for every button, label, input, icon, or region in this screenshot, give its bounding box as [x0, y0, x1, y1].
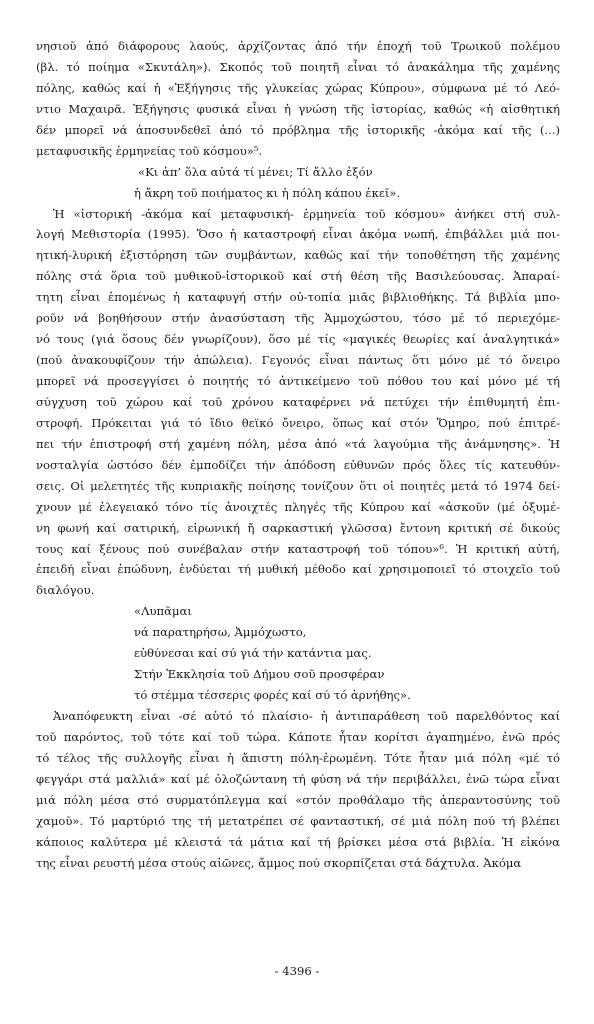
paragraph1-line: ντιο Μαχαιρᾶ. Ἐξήγησις φυσικά εἶναι ἡ γνώση τῆς ἱστορίας, καθώς «ἡ αἰσθητική	[36, 101, 560, 116]
poem2-line: τό στέμμα τέσσερις φορές καί σύ τό ἀρνήθης».	[134, 688, 411, 703]
poem2-line: «Λυπᾶμαι	[134, 604, 192, 619]
paragraph1-line: (βλ. τό ποίημα «Σκυτάλη»). Σκοπός τοῦ ποιητῆ εἶναι τό ἀνακάλημα τῆς χαμένης	[36, 59, 560, 74]
paragraph2-line: πει τήν ἐπιστροφή στή χαμένη πόλη, μέσα ἀπό «τά λαγούμια τῆς ἀνάμνησης». Ἡ	[36, 436, 560, 451]
paragraph1-line: μεταφυσικῆς ἑρμηνείας τοῦ κόσμου»⁵.	[36, 143, 263, 158]
paragraph2-line: ητική-λυρική ἐξιστόρηση τῶν συμβάντων, καθώς καί τήν τοποθέτηση τῆς χαμένης	[36, 248, 560, 263]
paragraph2-line: (πού ἀνακουφίζουν τήν ἀπώλεια). Γεγονός εἶναι πάντως ὅτι μόνο μέ τό ὄνειρο	[36, 353, 560, 368]
paragraph-2	[36, 204, 560, 602]
paragraph3-line: τοῦ παρόντος, τοῦ τότε καί τοῦ τώρα. Κάποτε ἦταν κορίτσι ἀγαπημένο, ἐνῶ πρός	[36, 729, 560, 744]
poem2-line: εὐθύνεσαι καί σύ γιά τήν κατάντια μας.	[134, 646, 372, 661]
poem2-line: νά παρατηρήσω, Ἀμμόχωστο,	[134, 625, 307, 640]
paragraph2-line: νό τους (γιά ὅσους δέν γνωρίζουν), ὅσο μέ τίς «μαγικές θεωρίες καί ἀναλγητικά»	[36, 332, 560, 347]
paragraph3-line: μιά πόλη μέσα στό συρματόπλεγμα καί «στόν προθάλαμο τῆς ἀπεραντοσύνης τοῦ	[36, 792, 560, 807]
paragraph1-line: δέν μπορεῖ νά ἀποσυνδεθεῖ ἀπό τό πρόβλημα τῆς ἱστορικῆς -ἀκόμα καί τῆς (...)	[36, 122, 560, 137]
paragraph2-line: πόλης στά ὅρια τοῦ μυθικοῦ-ἱστορικοῦ καί στή θέση τῆς Βασιλεύουσας. Ἀπαραί-	[36, 269, 560, 284]
paragraph2-line: νοσταλγία ὡστόσο δέν ἐμποδίζει τήν ἀπόδοση εὐθυνῶν πρός ὅλες τίς κατευθύν-	[36, 457, 560, 472]
paragraph2-line: σεις. Οἱ μελετητές τῆς κυπριακῆς ποίησης τονίζουν ὅτι οἱ ποιητές μετά τό 1974 δεί-	[36, 478, 560, 493]
paragraph3-line: κάποιος καλύτερα μέ κλειστά τά μάτια καί τή βρίσκει μέσα στά βιβλία. Ἡ εἰκόνα	[36, 834, 560, 849]
page-number: - 4396 -	[274, 964, 320, 978]
paragraph-1	[36, 36, 560, 162]
paragraph1-line: πόλης, καθώς καί ἡ «Ἐξήγησις τῆς γλυκείας χώρας Κύπρου», σύμφωνα μέ τό Λεό-	[36, 80, 560, 95]
page-text	[36, 36, 560, 874]
poem1-line: ἡ ἄκρη τοῦ ποιήματος κι ἡ πόλη κάπου ἐκεῖ».	[134, 185, 401, 200]
poem2-line: Στήν Ἐκκλησία τοῦ Δήμου σοῦ προσφέραν	[134, 667, 385, 682]
paragraph2-line: μπορεῖ νά προσεγγίσει ὁ ποιητής τό ἀντικείμενο τοῦ πόθου του καί μόνο μέ τή	[36, 374, 560, 388]
paragraph2-line: σύγχυση τοῦ χώρου καί τοῦ χρόνου καταφέρνει νά πετύχει τήν ἐπιθυμητή ἐπι-	[36, 394, 560, 409]
paragraph3-line: Ἀναπόφευκτη εἶναι -σέ αὐτό τό πλαίσιο- ἡ ἀντιπαράθεση τοῦ παρελθόντος καί	[53, 709, 560, 723]
paragraph2-line: ροῦν νά βοηθήσουν στήν ἀνασύσταση τῆς Ἀμμοχώστου, τόσο μέ τό περιεχόμε-	[36, 311, 560, 326]
paragraph2-line: χνουν μέ ἐλεγειακό τόνο τίς ἀνοιχτές πληγές τῆς Κύπρου καί «ἀσκοῦν (μέ ὀξυμέ-	[36, 499, 560, 514]
paragraph2-line: διαλόγου.	[36, 583, 95, 598]
paragraph2-line: στροφή. Πρόκειται γιά τό ἴδιο θεϊκό ὄνειρο, ὅπως καί στόν Ὅμηρο, πού ἐπιτρέ-	[36, 415, 560, 430]
poem1-line: «Κι ἀπ’ ὅλα αὐτά τί μένει; Τί ἄλλο ἐξόν	[138, 164, 373, 179]
paragraph2-line: ἐπειδή εἶναι ἐπώδυνη, ἐνδύεται τή μυθική μέθοδο καί χρησιμοποιεῖ τό στοιχεῖο τοῦ	[36, 562, 560, 577]
paragraph2-line: τους καί ξένους πού συνέβαλαν στήν καταστροφή τοῦ τόπου»⁶. Ἡ κριτική αὐτή,	[36, 541, 560, 556]
paragraph2-line: νη φωνή καί σατιρική, εἰρωνική ἤ σαρκαστική γλῶσσα) ἔντονη κριτική σέ δικούς	[36, 520, 560, 535]
poem-2	[36, 601, 560, 706]
paragraph3-line: τό τέλος τῆς συλλογῆς εἶναι ἡ ἄπιστη πόλη-ἐρωμένη. Τότε ἦταν μιά πόλη «μέ τό	[36, 750, 560, 765]
poem-1	[36, 162, 560, 204]
paragraph3-line: φεγγάρι στά μαλλιά» καί μέ ὁλοζώντανη τή φύση νά τήν περιβάλλει, ἐνῶ τώρα εἶναι	[36, 771, 560, 786]
paragraph2-line: λογή Μεθιστορία (1995). Ὅσο ἡ καταστροφή εἶναι ἀκόμα νωπή, ἐπιβάλλει μιά ποι-	[36, 227, 560, 242]
paragraph3-line: χαμοῦ». Τό μαρτύριό της τή μετατρέπει σέ φανταστική, σέ μιά πόλη πού τή βλέπει	[36, 813, 560, 828]
paragraph-3	[36, 706, 560, 874]
paragraph2-line: τητη εἶναι ἑπομένως ἡ καταφυγή στήν οὐ-τοπία μιᾶς βιβλιοθήκης. Τά βιβλία μπο-	[36, 290, 560, 305]
paragraph3-line: της εἶναι ρευστή μέσα στούς αἰῶνες, ἄμμος πού σκορπίζεται στά δάχτυλα. Ἀκόμα	[36, 855, 522, 870]
paragraph2-line: Ἡ «ἱστορική -ἀκόμα καί μεταφυσική- ἑρμηνεία τοῦ κόσμου» ἀνήκει στή συλ-	[53, 206, 560, 221]
paragraph1-line: νησιοῦ ἀπό διάφορους λαούς, ἀρχίζοντας ἀπό τήν ἐποχή τοῦ Τρωικοῦ πολέμου	[36, 39, 560, 53]
